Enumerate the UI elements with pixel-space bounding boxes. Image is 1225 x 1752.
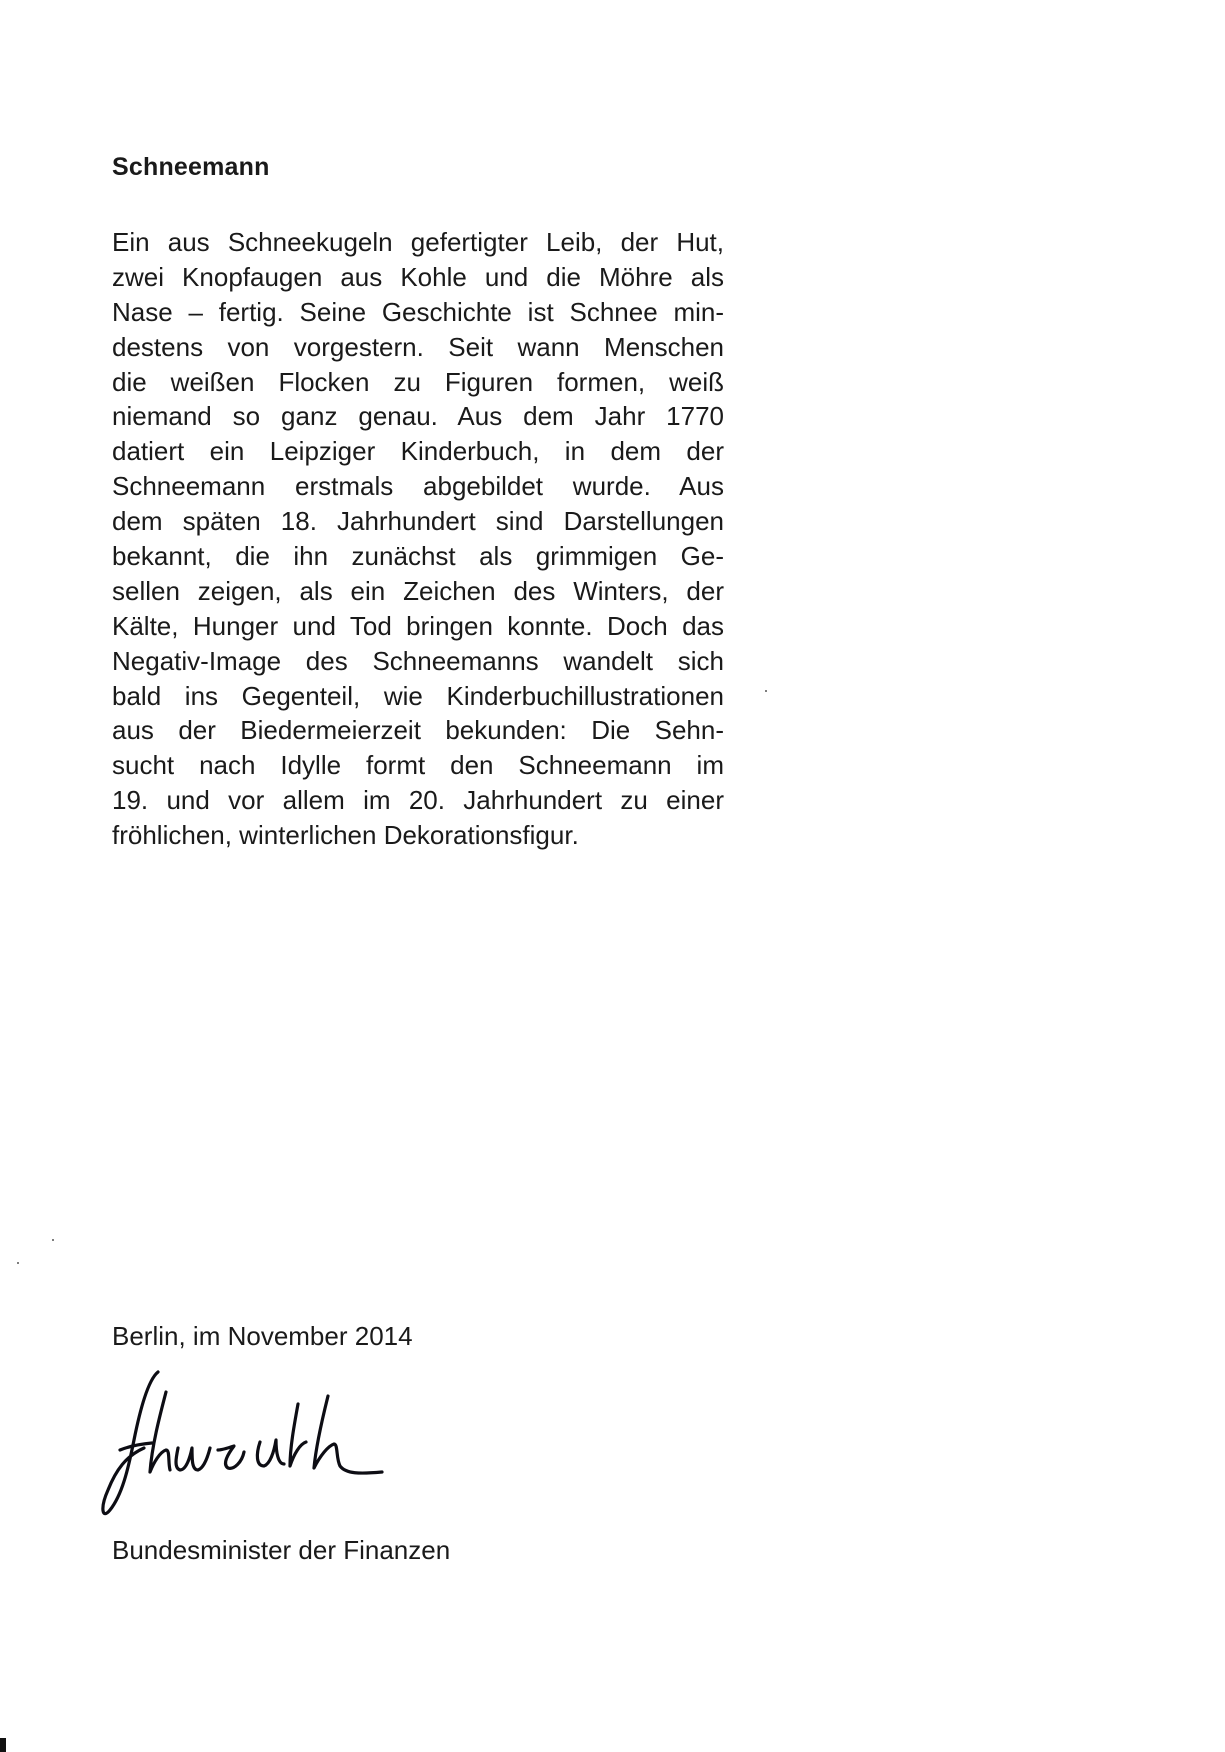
scan-speck [17, 1262, 19, 1264]
body-line: sellen zeigen, als ein Zeichen des Winters, der [112, 575, 724, 606]
body-line: sucht nach Idylle formt den Schneemann im [112, 750, 724, 781]
body-line: die weißen Flocken zu Figuren formen, weiß [112, 366, 724, 397]
scan-speck [765, 690, 767, 692]
body-line: 19. und vor allem im 20. Jahrhundert zu einer [112, 785, 724, 816]
body-line: Ein aus Schneekugeln gefertigter Leib, der Hut, [112, 227, 724, 257]
signer-role: Bundesminister der Finanzen [112, 1535, 451, 1565]
body-paragraph [112, 225, 724, 853]
body-line: aus der Biedermeierzeit bekunden: Die Sehn- [112, 715, 724, 746]
place-date: Berlin, im November 2014 [112, 1321, 413, 1351]
body-line: destens von vorgestern. Seit wann Menschen [112, 331, 724, 362]
body-line: Schneemann erstmals abgebildet wurde. Aus [112, 471, 724, 502]
body-line: Nase – fertig. Seine Geschichte ist Schnee min- [112, 296, 724, 327]
body-line: zwei Knopfaugen aus Kohle und die Möhre als [112, 261, 724, 292]
body-line: niemand so ganz genau. Aus dem Jahr 1770 [112, 401, 724, 432]
body-line: bekannt, die ihn zunächst als grimmigen Ge- [112, 541, 724, 572]
body-line: bald ins Gegenteil, wie Kinderbuchillustrationen [112, 680, 724, 711]
body-line: dem späten 18. Jahrhundert sind Darstellungen [112, 506, 724, 537]
scan-speck [52, 1239, 54, 1241]
scan-edge-mark [0, 1738, 6, 1752]
body-line: fröhlichen, winterlichen Dekorationsfigur. [112, 820, 579, 851]
body-line: datiert ein Leipziger Kinderbuch, in dem der [112, 436, 724, 467]
document-title: Schneemann [112, 153, 270, 181]
handwritten-signature-icon [100, 1370, 430, 1520]
body-line: Negativ-Image des Schneemanns wandelt sich [112, 645, 724, 676]
body-line: Kälte, Hunger und Tod bringen konnte. Doch das [112, 610, 724, 641]
